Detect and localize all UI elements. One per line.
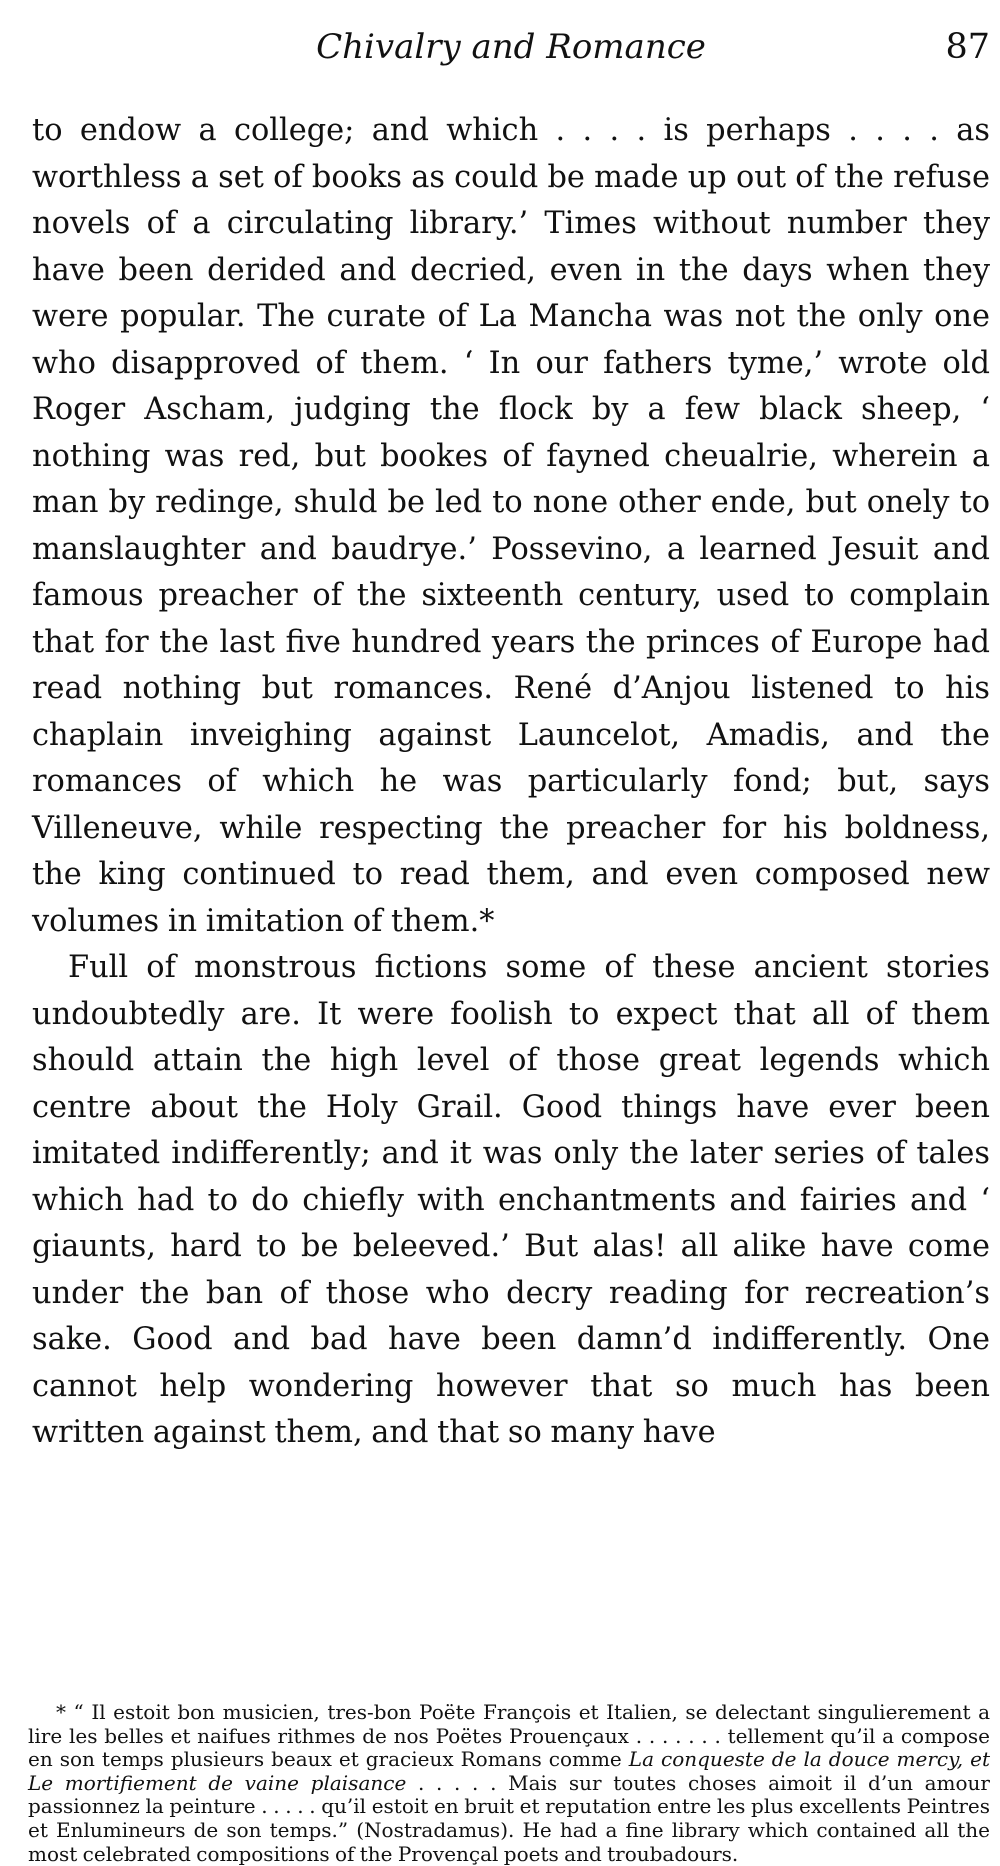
footnote-text-end: . . . . . Mais sur toutes choses aimoit il d’un amour passionnez la peinture . . . . . qu’il estoit en bruit et reputation entre les plus excellents Peintres et Enlumineurs de son temps.” (Nostradamus). He had a fine library which contained all the most celebrated compositions of the Provençal poets and troubadours. — [28, 1770, 990, 1866]
page-header — [32, 22, 990, 72]
paragraph-monstrous-fictions: Full of monstrous fictions some of these ancient stories undoubtedly are. It were foolish to expect that all of them should attain the high level of those great legends which centre about the Holy Grail. Good things have ever been imitated indifferently; and it was only the later series of tales which had to do chiefly with enchantments and fairies and ‘ giaunts, hard to be beleeved.’ But alas! all alike have come under the ban of those who decry reading for recreation’s sake. Good and bad have been damn’d indifferently. One cannot help wondering however that so much has been written against them, and that so many have — [32, 950, 990, 1450]
body-text — [32, 108, 990, 1457]
footnote — [28, 1701, 990, 1866]
page-number: 87 — [945, 27, 990, 67]
running-title: Chivalry and Romance — [316, 27, 706, 67]
footnote-text-start: * “ Il estoit bon musicien, tres-bon Poëte François et Italien, se delectant singulierement a lire les belles et naifues rithmes de nos Poëtes Prouençaux . . . . . . . tellement qu’il a compose en son temps plusieurs beaux et gracieux Romans comme — [28, 1700, 990, 1772]
paragraph-continued: to endow a college; and which . . . . is perhaps . . . . as worthless a set of books as could be made up out of the refuse novels of a circulating library.’ Times without number they have been derided and decried, even in the days when they were popular. The curate of La Mancha was not the only one who disapproved of them. ‘ In our fathers tyme,’ wrote old Roger Ascham, judging the flock by a few black sheep, ‘ nothing was red, but bookes of fayned cheualrie, wherein a man by redinge, shuld be led to none other ende, but onely to manslaughter and baudrye.’ Possevino, a learned Jesuit and famous preacher of the sixteenth century, used to complain that for the last five hundred years the princes of Europe had read nothing but romances. René d’Anjou listened to his chaplain inveighing against Launcelot, Amadis, and the romances of which he was particularly fond; but, says Villeneuve, while respecting the preacher for his boldness, the king continued to read them, and even composed new volumes in imitation of them.* — [32, 113, 990, 939]
footnote-italic-titles: La conqueste de la douce mercy, et Le mortifiement de vaine plaisance — [28, 1747, 990, 1795]
